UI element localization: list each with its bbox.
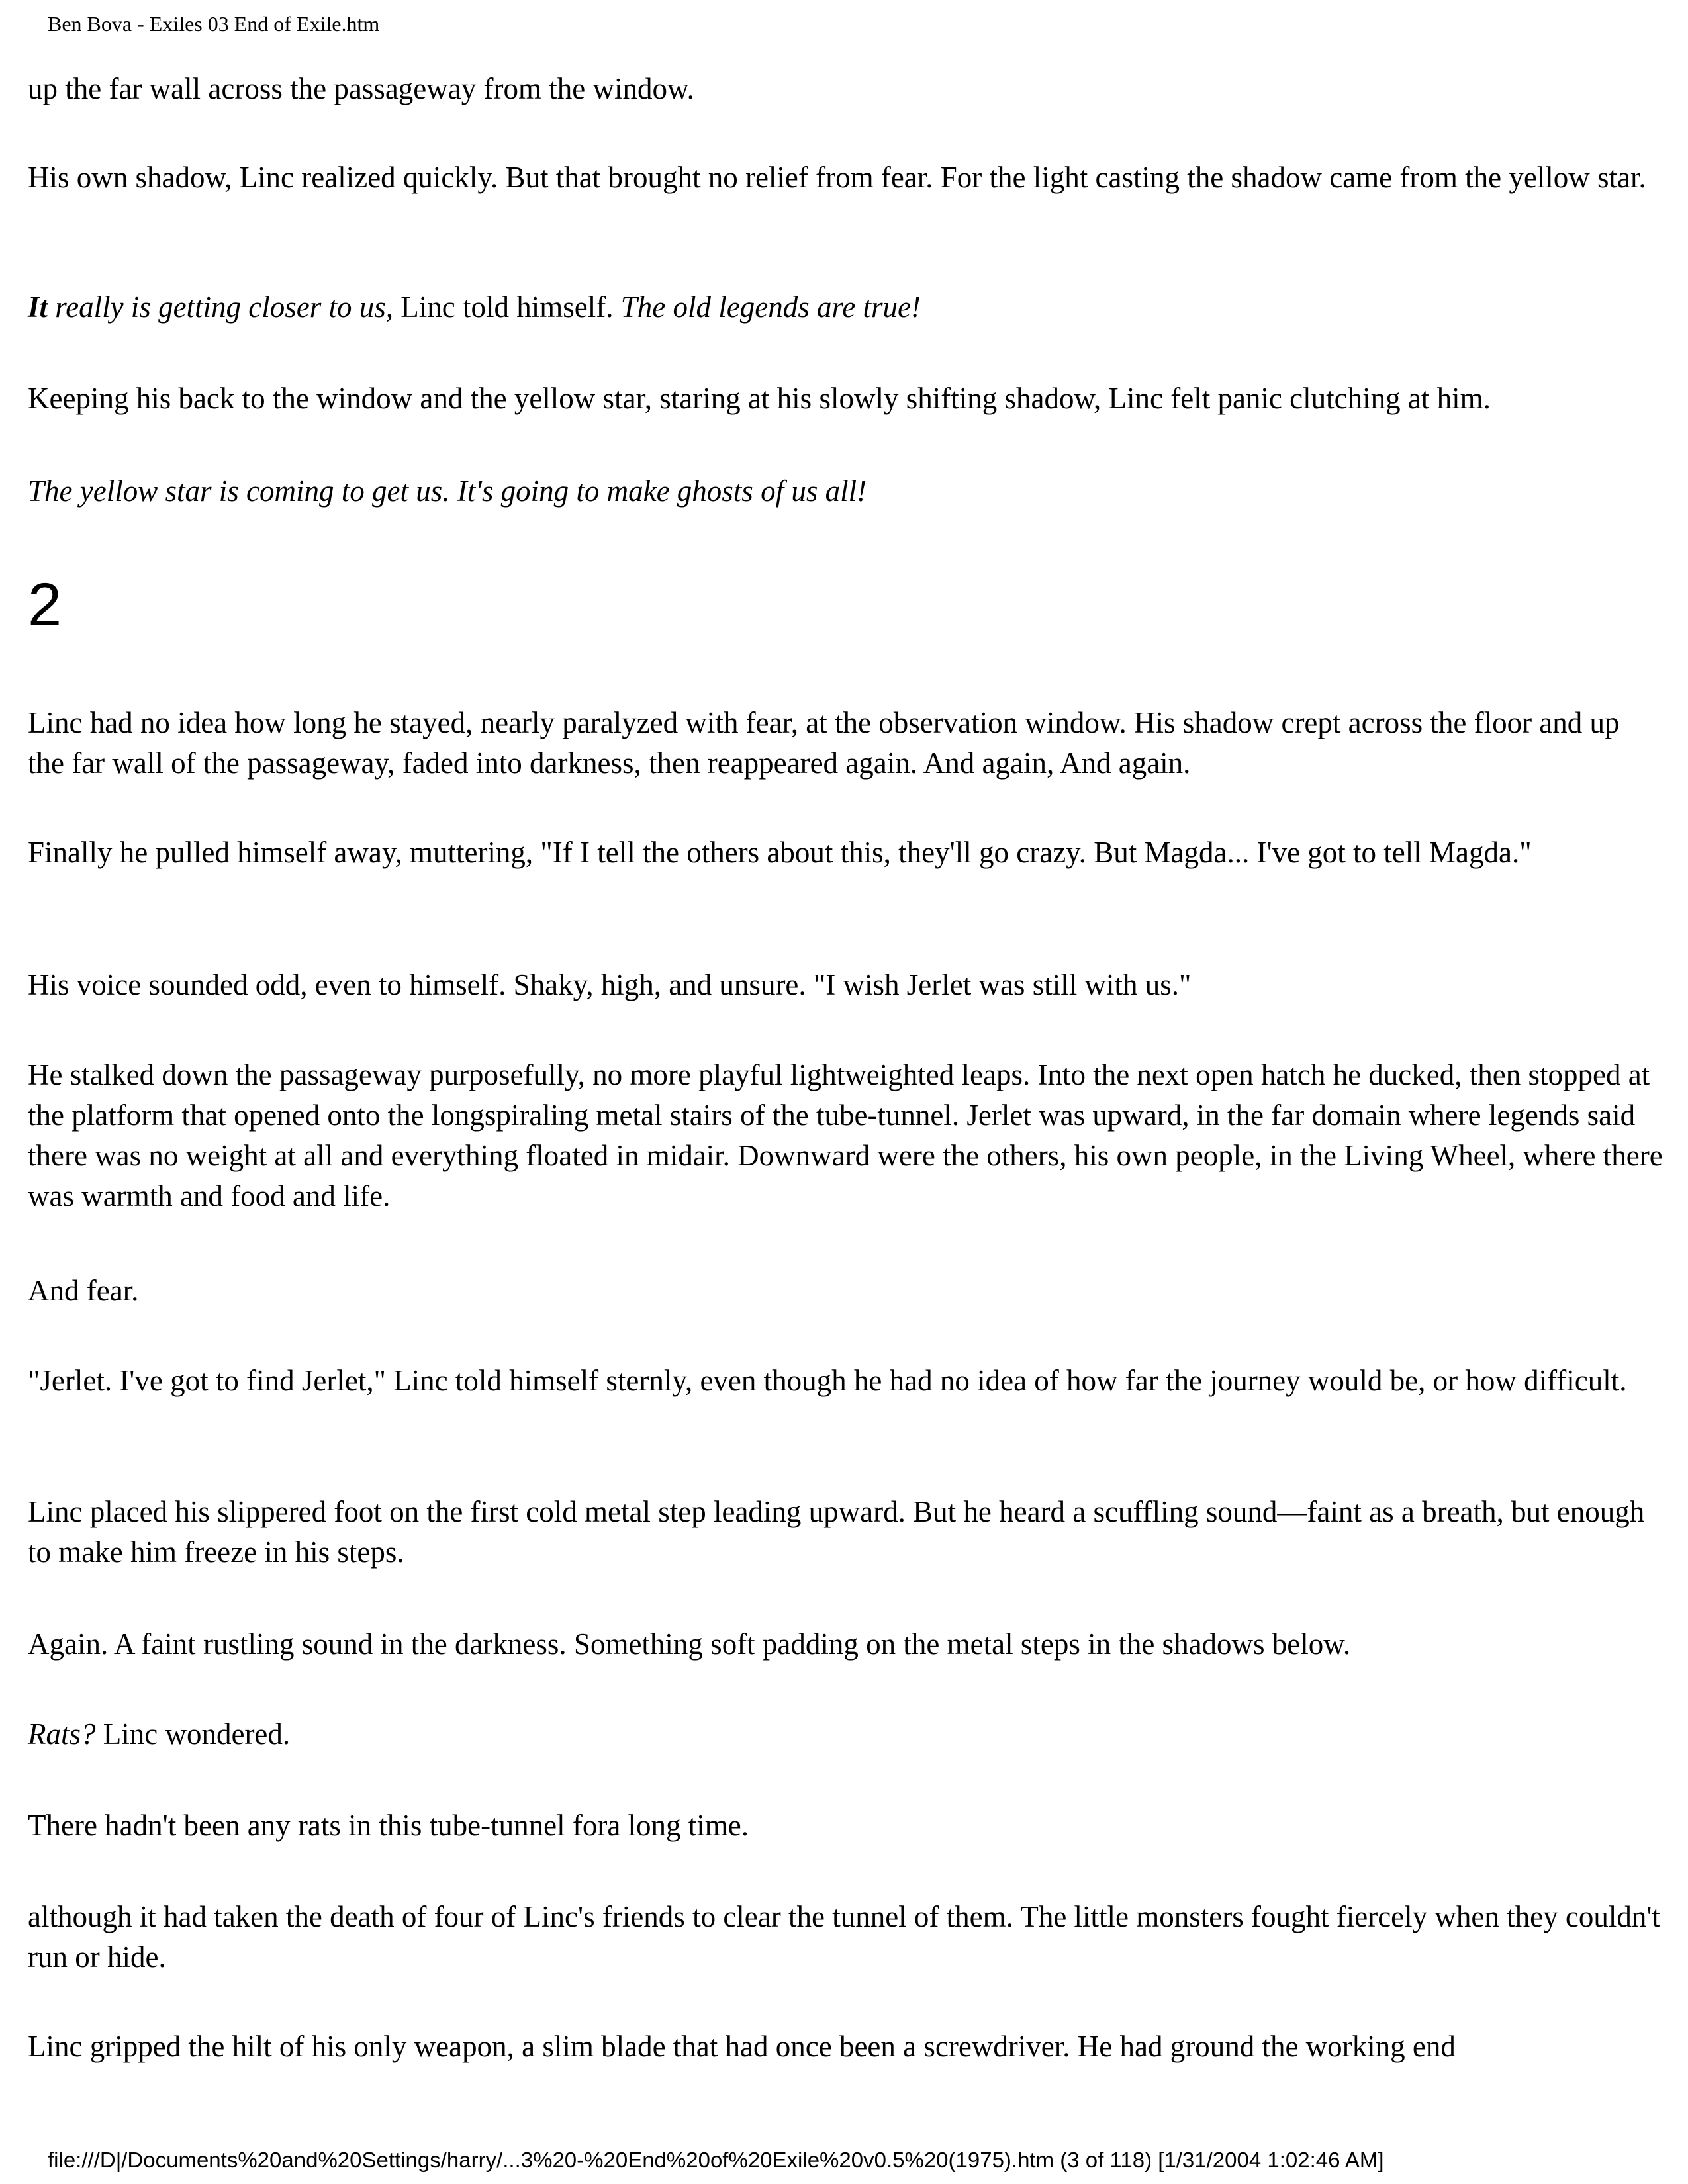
paragraph-15: There hadn't been any rats in this tube-tunnel fora long time. — [28, 1809, 749, 1842]
paragraph-5-italic: The yellow star is coming to get us. It's going to make ghosts of us all! — [28, 475, 867, 508]
paragraph-3-normal: Linc told himself. — [393, 291, 621, 324]
paragraph-4: Keeping his back to the window and the yellow star, staring at his slowly shifting shadow, Linc felt panic clutching at him. — [28, 382, 1491, 415]
paragraph-7: Finally he pulled himself away, muttering, "If I tell the others about this, they'll go crazy. But Magda... I've got to tell Magda." — [28, 836, 1532, 869]
page-header-title: Ben Bova - Exiles 03 End of Exile.htm — [48, 12, 380, 36]
paragraph-2: His own shadow, Linc realized quickly. But that brought no relief from fear. For the light casting the shadow came from the yellow star. — [28, 161, 1646, 194]
paragraph-5 — [28, 471, 1663, 512]
paragraph-14 — [28, 1714, 1663, 1754]
paragraph-3-bold-italic: It — [28, 291, 48, 324]
paragraph-6: Linc had no idea how long he stayed, nearly paralyzed with fear, at the observation window. His shadow crept across the floor and up the far wall of the passageway, faded into darkness, then reappeared again. And again, And again. — [28, 706, 1620, 780]
paragraph-17: Linc gripped the hilt of his only weapon, a slim blade that had once been a screwdriver. He had ground the working end — [28, 2030, 1456, 2063]
paragraph-1: up the far wall across the passageway from the window. — [28, 72, 694, 105]
paragraph-3 — [28, 287, 1663, 328]
paragraph-12: Linc placed his slippered foot on the first cold metal step leading upward. But he heard a scuffling sound—faint as a breath, but enough to make him freeze in his steps. — [28, 1495, 1645, 1569]
paragraph-8: His voice sounded odd, even to himself. Shaky, high, and unsure. "I wish Jerlet was still with us." — [28, 968, 1192, 1001]
paragraph-11: "Jerlet. I've got to find Jerlet," Linc told himself sternly, even though he had no idea of how far the journey would be, or how difficult. — [28, 1364, 1627, 1397]
paragraph-13: Again. A faint rustling sound in the darkness. Something soft padding on the metal steps in the shadows below. — [28, 1627, 1351, 1661]
paragraph-10: And fear. — [28, 1274, 139, 1307]
chapter-number: 2 — [28, 571, 62, 639]
page-footer-path: file:///D|/Documents%20and%20Settings/harry/...3%20-%20End%20of%20Exile%20v0.5%20(1975).htm (3 of 118) [1/31/2004 1:02:46 AM] — [48, 2148, 1384, 2172]
paragraph-14-italic: Rats? — [28, 1717, 96, 1751]
paragraph-3-italic-a: really is getting closer to us, — [48, 291, 394, 324]
paragraph-3-italic-b: The old legends are true! — [620, 291, 921, 324]
paragraph-9: He stalked down the passageway purposefully, no more playful lightweighted leaps. Into the next open hatch he ducked, then stopped at the platform that opened onto the longspiraling metal stairs of the tube-tunnel. Jerlet was upward, in the far domain where legends said there was no weight at all and everything floated in midair. Downward were the others, his own people, in the Living Wheel, where there was warmth and food and life. — [28, 1058, 1663, 1212]
paragraph-16: although it had taken the death of four of Linc's friends to clear the tunnel of them. The little monsters fought fiercely when they couldn't run or hide. — [28, 1900, 1660, 1974]
paragraph-14-normal: Linc wondered. — [95, 1717, 291, 1751]
